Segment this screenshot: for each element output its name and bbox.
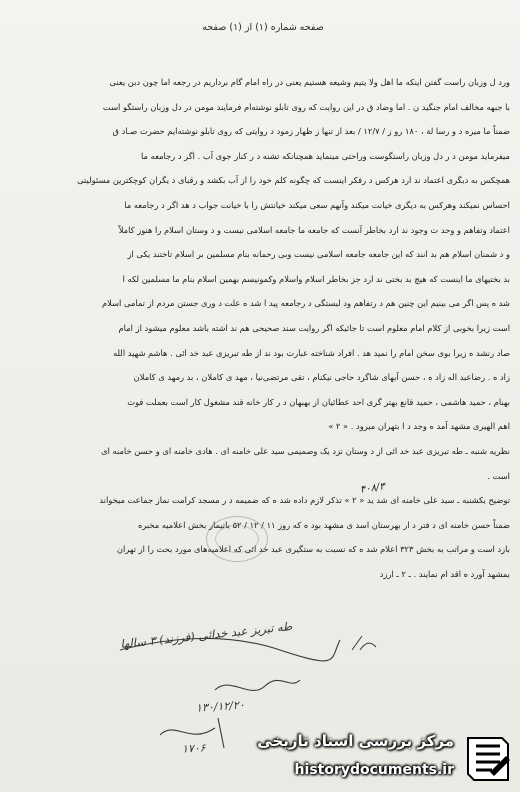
handwritten-code: ۱۷۰۶: [181, 741, 206, 756]
body-line: همچکس به دیگری اعتماد ند ارد هرکس د رفکر اینست که چگونه کلم خود را از آب بکشد و رقبای د یگران کوچکترین مسئولیتی: [77, 175, 510, 186]
body-line: است .: [487, 470, 510, 481]
body-line: توضیح یکشنبه ـ سید علی خامنه ای شد ید « ۲ » تذکر لازم داده شد ه که ضمیمه د ر مسجد کرامت نماز جماعت میخواند: [99, 495, 510, 506]
body-line: بازد است و مراتب به بخش ۳۲۳ اعلام شد ه که نسبت به ستگیری عبد خد ائی که اعلامیه‌های مورد بحث را از تهران: [116, 544, 510, 555]
handwritten-note: طه تبریز عبد خدائی (فرزند) ۳ سالها: [119, 619, 293, 651]
body-line: بد بختیهای ما اینست که هیچ بد بختی ند ارد جز بخاطر اسلام واسلام وکمونیسم بهمین اسلام بنام ما مسلمین لکه ا: [122, 273, 510, 284]
body-line: اهم الهیری مشهد آمد ه وجد د ا بتهران میرود . « ۲ »: [328, 421, 510, 432]
page-of-label: از: [244, 22, 253, 33]
body-line: بمشهد آورد ه اقد ام نمایند . ـ ۲ ـ ارزد: [379, 568, 510, 579]
body-line: و د شمنان اسلام هم بد انند که این جامعه جامعه اسلامی نیست وبی رحمانه بنام مسلمین بر اسلام تاختند یکی از: [127, 249, 510, 260]
body-line: ضمناً حسن خامنه ای د فتر د ار بهرستان اسد ی مشهد بود ه که روز ۱۱ / ۱۲ / ۵۲ باتیمار بخش اعلامیه مخبره: [137, 519, 510, 530]
body-line: احساس نمیکند وهرکس به دیگری خیانت میکند وآنهم سعی میکند خیانتش را با خیانت جواب د هد اگر د رجامعه ما: [124, 199, 510, 210]
body-line: زاد ه . رضاعبد اله زاد ه ، حسن آبهای شاگرد حاجی نیکنام ، تقی مرتضی‌نیا ، مهد ی کاملان ، بد رمهد ی کاملان: [133, 372, 510, 383]
body-line: ورد ل وزبان راست گفتن اینکه ما اهل ولا یتیم وشیعه هستیم یعنی در راه امام گام برداریم در رجعه اما چون دبن یعنی: [109, 77, 510, 87]
margin-annotation: ۴۰۸/۳: [359, 481, 386, 496]
body-line: اعتماد وتفاهم و وحد ت وجود ند ارد بخاطر آنست که جامعه ما جامعه اسلامی نیست و د وستان اسلام را هنوز کاملاً: [118, 224, 510, 235]
body-line: نظریه شنبه ـ طه تبریزی عبد خد ائی از د وستان نزد یک وصمیمی سید علی خامنه ای . هادی خامنه ای و حسن خامنه ای: [101, 445, 510, 456]
page-number: (۱): [229, 22, 242, 33]
body-line: است زیرا بخوبی از کلام امام معلوم است تا جائیکه اگر روایت سند صحیحی هم ند اشته باشد معلوم میشود از امام: [118, 322, 510, 333]
archive-logo-icon: [462, 732, 514, 786]
page-unit-label: صفحه: [202, 22, 227, 33]
body-line: شد ه پس اگر می بینیم این چنین هم د رتفاهم ود لبستگی د رجامعه پید ا شد ه علت د وری جستن مردم از تمامی اسلام: [102, 298, 510, 309]
archive-url: historydocuments.ir: [294, 762, 454, 778]
body-line: با جبهه مخالف امام جنگید ن . اما وضاد ق در این روایت که روی تابلو نوشته‌ام فرمایند مومن در دل وزبان راستگو است: [102, 101, 510, 112]
page-number-label: صفحه شماره (۱): [255, 22, 324, 33]
body-line: صاد رنشد ه زیرا بوی سخن امام را نمید هد . افراد شناخته عبارت بود ند از طه تبریزی عبد خد ائی . هاشم شهید الله: [113, 347, 510, 358]
body-line: بهنام ، حمید هاشمی ، حمید قانع بهتر گری احد عطائیان از بهبهان د ر کار خانه قند مشغول کار است بعملت فوت: [127, 396, 510, 407]
body-line: ضمناً ما میره د و رسا لة ، ۱۸۰ رو ز / ۱۲/۷ / بعد از تنها ز ظهار زمود د روایتی که روی تابلو نوشته‌ایم حضرت صـاد ق: [112, 126, 510, 137]
handwritten-date: ۱۳۰/۱۲/۲۰: [195, 698, 246, 715]
archive-name: مرکز بررسی اسناد تاریخی: [257, 732, 454, 750]
archive-watermark: [256, 724, 520, 792]
body-line: میفرماید مومن د ر دل وزبان راستگوست وراحتی مینماید همچنانکه تشنه د ر کنار جوی آب . اگر د رجامعه ما: [141, 150, 510, 161]
